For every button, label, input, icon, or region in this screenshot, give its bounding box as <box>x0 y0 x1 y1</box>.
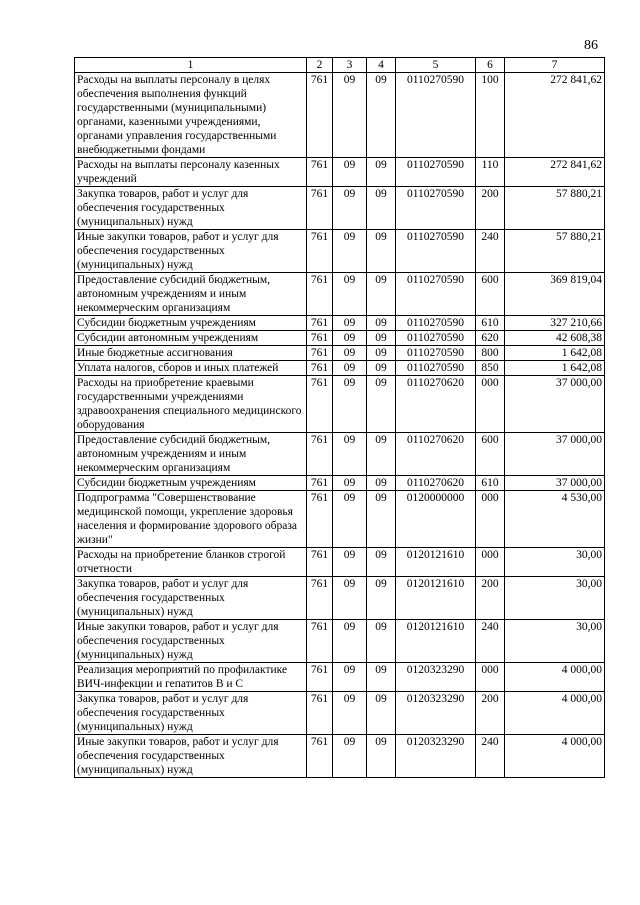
expense-type-code: 100 <box>476 73 505 158</box>
item-name: Закупка товаров, работ и услуг для обеспечения государственных (муниципальных) нужд <box>75 577 307 620</box>
target-article-code: 0110270590 <box>396 230 476 273</box>
expense-type-code: 000 <box>476 376 505 433</box>
table-row <box>75 230 605 273</box>
item-name: Расходы на приобретение бланков строгой отчетности <box>75 548 307 577</box>
table-row <box>75 476 605 491</box>
section-code: 09 <box>333 476 367 491</box>
amount: 369 819,04 <box>505 273 605 316</box>
section-code: 09 <box>333 331 367 346</box>
subsection-code: 09 <box>367 663 396 692</box>
amount: 1 642,08 <box>505 361 605 376</box>
item-name: Расходы на выплаты персоналу казенных учреждений <box>75 158 307 187</box>
grbs-code: 761 <box>307 692 333 735</box>
expense-type-code: 850 <box>476 361 505 376</box>
target-article-code: 0110270590 <box>396 331 476 346</box>
target-article-code: 0120121610 <box>396 577 476 620</box>
expense-type-code: 600 <box>476 273 505 316</box>
section-code: 09 <box>333 548 367 577</box>
section-code: 09 <box>333 620 367 663</box>
header-col-2: 2 <box>307 58 333 73</box>
target-article-code: 0120000000 <box>396 491 476 548</box>
expense-type-code: 000 <box>476 548 505 577</box>
target-article-code: 0110270590 <box>396 361 476 376</box>
expense-type-code: 620 <box>476 331 505 346</box>
subsection-code: 09 <box>367 273 396 316</box>
grbs-code: 761 <box>307 476 333 491</box>
subsection-code: 09 <box>367 577 396 620</box>
expense-type-code: 600 <box>476 433 505 476</box>
table-row <box>75 346 605 361</box>
target-article-code: 0120323290 <box>396 692 476 735</box>
grbs-code: 761 <box>307 158 333 187</box>
target-article-code: 0110270590 <box>396 316 476 331</box>
expense-type-code: 000 <box>476 663 505 692</box>
grbs-code: 761 <box>307 361 333 376</box>
item-name: Предоставление субсидий бюджетным, автономным учреждениям и иным некоммерческим организациям <box>75 273 307 316</box>
expense-type-code: 240 <box>476 620 505 663</box>
amount: 57 880,21 <box>505 230 605 273</box>
table-row <box>75 187 605 230</box>
section-code: 09 <box>333 491 367 548</box>
header-col-7: 7 <box>505 58 605 73</box>
page-number: 86 <box>584 38 598 53</box>
grbs-code: 761 <box>307 433 333 476</box>
subsection-code: 09 <box>367 476 396 491</box>
expense-type-code: 610 <box>476 316 505 331</box>
section-code: 09 <box>333 376 367 433</box>
subsection-code: 09 <box>367 376 396 433</box>
header-col-4: 4 <box>367 58 396 73</box>
table-row <box>75 273 605 316</box>
section-code: 09 <box>333 273 367 316</box>
expense-type-code: 200 <box>476 187 505 230</box>
table-row <box>75 548 605 577</box>
expense-type-code: 200 <box>476 577 505 620</box>
subsection-code: 09 <box>367 230 396 273</box>
amount: 57 880,21 <box>505 187 605 230</box>
subsection-code: 09 <box>367 735 396 778</box>
table-row <box>75 158 605 187</box>
table-row <box>75 663 605 692</box>
expense-type-code: 800 <box>476 346 505 361</box>
expense-type-code: 610 <box>476 476 505 491</box>
item-name: Предоставление субсидий бюджетным, автономным учреждениям и иным некоммерческим организациям <box>75 433 307 476</box>
subsection-code: 09 <box>367 346 396 361</box>
section-code: 09 <box>333 692 367 735</box>
table-row <box>75 376 605 433</box>
subsection-code: 09 <box>367 187 396 230</box>
item-name: Субсидии автономным учреждениям <box>75 331 307 346</box>
grbs-code: 761 <box>307 273 333 316</box>
amount: 1 642,08 <box>505 346 605 361</box>
amount: 37 000,00 <box>505 433 605 476</box>
amount: 30,00 <box>505 620 605 663</box>
subsection-code: 09 <box>367 73 396 158</box>
header-col-1: 1 <box>75 58 307 73</box>
item-name: Реализация мероприятий по профилактике ВИЧ-инфекции и гепатитов В и С <box>75 663 307 692</box>
subsection-code: 09 <box>367 433 396 476</box>
target-article-code: 0120121610 <box>396 548 476 577</box>
subsection-code: 09 <box>367 316 396 331</box>
grbs-code: 761 <box>307 376 333 433</box>
amount: 42 608,38 <box>505 331 605 346</box>
item-name: Подпрограмма "Совершенствование медицинской помощи, укрепление здоровья населения и формирование здорового образа жизни" <box>75 491 307 548</box>
amount: 4 000,00 <box>505 663 605 692</box>
subsection-code: 09 <box>367 548 396 577</box>
table-row <box>75 620 605 663</box>
target-article-code: 0110270620 <box>396 376 476 433</box>
item-name: Иные закупки товаров, работ и услуг для обеспечения государственных (муниципальных) нужд <box>75 620 307 663</box>
expense-type-code: 240 <box>476 230 505 273</box>
target-article-code: 0120121610 <box>396 620 476 663</box>
table-row <box>75 491 605 548</box>
grbs-code: 761 <box>307 620 333 663</box>
amount: 30,00 <box>505 548 605 577</box>
target-article-code: 0110270590 <box>396 187 476 230</box>
grbs-code: 761 <box>307 331 333 346</box>
amount: 37 000,00 <box>505 476 605 491</box>
table-row <box>75 331 605 346</box>
table-row <box>75 316 605 331</box>
item-name: Расходы на выплаты персоналу в целях обеспечения выполнения функций государственными (муниципальными) органами, казенными учреждениями, органами управления государственными внебюджетными фондами <box>75 73 307 158</box>
target-article-code: 0110270590 <box>396 273 476 316</box>
table-row <box>75 433 605 476</box>
header-col-6: 6 <box>476 58 505 73</box>
header-col-3: 3 <box>333 58 367 73</box>
grbs-code: 761 <box>307 548 333 577</box>
section-code: 09 <box>333 433 367 476</box>
section-code: 09 <box>333 361 367 376</box>
target-article-code: 0120323290 <box>396 735 476 778</box>
target-article-code: 0110270590 <box>396 73 476 158</box>
expense-type-code: 110 <box>476 158 505 187</box>
item-name: Субсидии бюджетным учреждениям <box>75 316 307 331</box>
subsection-code: 09 <box>367 620 396 663</box>
grbs-code: 761 <box>307 663 333 692</box>
subsection-code: 09 <box>367 361 396 376</box>
grbs-code: 761 <box>307 735 333 778</box>
target-article-code: 0110270590 <box>396 346 476 361</box>
budget-table <box>74 57 605 778</box>
subsection-code: 09 <box>367 491 396 548</box>
amount: 327 210,66 <box>505 316 605 331</box>
amount: 272 841,62 <box>505 73 605 158</box>
expense-type-code: 000 <box>476 491 505 548</box>
grbs-code: 761 <box>307 491 333 548</box>
amount: 272 841,62 <box>505 158 605 187</box>
amount: 4 000,00 <box>505 692 605 735</box>
section-code: 09 <box>333 158 367 187</box>
grbs-code: 761 <box>307 230 333 273</box>
target-article-code: 0110270620 <box>396 476 476 491</box>
item-name: Иные бюджетные ассигнования <box>75 346 307 361</box>
grbs-code: 761 <box>307 316 333 331</box>
table-row <box>75 692 605 735</box>
target-article-code: 0120323290 <box>396 663 476 692</box>
amount: 4 000,00 <box>505 735 605 778</box>
section-code: 09 <box>333 230 367 273</box>
section-code: 09 <box>333 187 367 230</box>
expense-type-code: 240 <box>476 735 505 778</box>
amount: 4 530,00 <box>505 491 605 548</box>
table-row <box>75 577 605 620</box>
subsection-code: 09 <box>367 331 396 346</box>
grbs-code: 761 <box>307 187 333 230</box>
target-article-code: 0110270620 <box>396 433 476 476</box>
subsection-code: 09 <box>367 692 396 735</box>
section-code: 09 <box>333 346 367 361</box>
table-row <box>75 735 605 778</box>
item-name: Иные закупки товаров, работ и услуг для обеспечения государственных (муниципальных) нужд <box>75 230 307 273</box>
item-name: Расходы на приобретение краевыми государственными учреждениями здравоохранения специального медицинского оборудования <box>75 376 307 433</box>
section-code: 09 <box>333 577 367 620</box>
amount: 37 000,00 <box>505 376 605 433</box>
header-col-5: 5 <box>396 58 476 73</box>
section-code: 09 <box>333 73 367 158</box>
grbs-code: 761 <box>307 346 333 361</box>
header-row <box>75 58 605 73</box>
section-code: 09 <box>333 663 367 692</box>
table-row <box>75 73 605 158</box>
grbs-code: 761 <box>307 73 333 158</box>
amount: 30,00 <box>505 577 605 620</box>
item-name: Иные закупки товаров, работ и услуг для обеспечения государственных (муниципальных) нужд <box>75 735 307 778</box>
section-code: 09 <box>333 316 367 331</box>
section-code: 09 <box>333 735 367 778</box>
table-row <box>75 361 605 376</box>
item-name: Уплата налогов, сборов и иных платежей <box>75 361 307 376</box>
subsection-code: 09 <box>367 158 396 187</box>
item-name: Субсидии бюджетным учреждениям <box>75 476 307 491</box>
target-article-code: 0110270590 <box>396 158 476 187</box>
grbs-code: 761 <box>307 577 333 620</box>
expense-type-code: 200 <box>476 692 505 735</box>
item-name: Закупка товаров, работ и услуг для обеспечения государственных (муниципальных) нужд <box>75 692 307 735</box>
item-name: Закупка товаров, работ и услуг для обеспечения государственных (муниципальных) нужд <box>75 187 307 230</box>
